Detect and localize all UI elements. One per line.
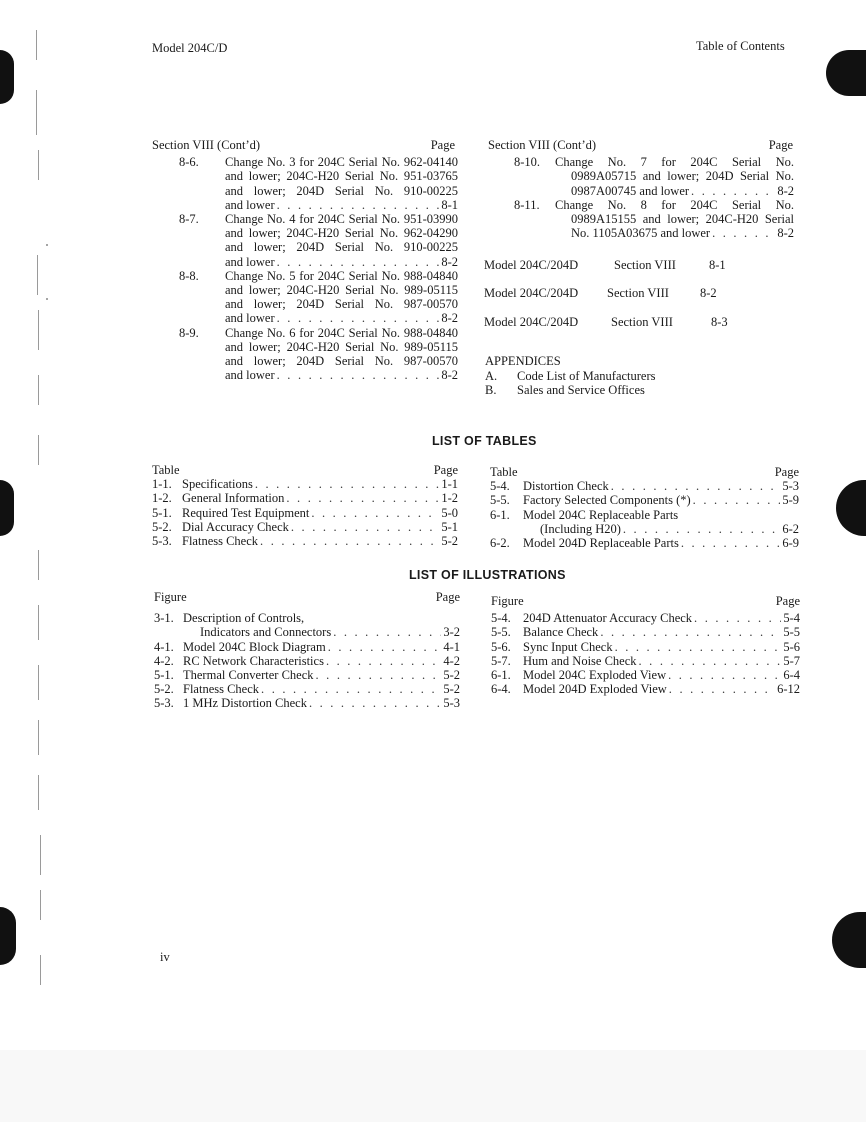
dot-leader (291, 520, 439, 534)
dot-leader (611, 479, 781, 493)
entry-line (491, 640, 800, 654)
entry-page: 8-1 (441, 197, 458, 212)
entry-line (152, 491, 458, 505)
model-row (484, 315, 728, 329)
punch-hole-left-middle (0, 480, 14, 536)
dot-leader (316, 668, 442, 682)
entry-text: Specifications (182, 477, 253, 492)
entry-number: 4-1. (154, 639, 174, 654)
dot-leader (681, 536, 780, 550)
punch-hole-left-bottom (0, 907, 16, 965)
appendix-letter: B. (485, 383, 497, 398)
toc-entry (152, 155, 458, 212)
entry-text: 1 MHz Distortion Check (183, 696, 307, 711)
binding-mark (38, 720, 39, 755)
list-entry (154, 668, 460, 682)
figure-column-label: Figure (491, 594, 524, 608)
entry-page: 5-3 (782, 479, 799, 494)
binding-mark (38, 310, 39, 350)
entry-number: 6-2. (490, 536, 510, 551)
entry-text: and lower (225, 368, 275, 383)
entry-page: 5-1 (441, 519, 458, 534)
entry-text: General Information (182, 491, 285, 506)
model-name: Model 204C/204D (484, 286, 579, 300)
list-entry (154, 682, 460, 696)
figure-column-label: Figure (154, 590, 187, 604)
entry-line (490, 493, 799, 507)
entry-line: and lower; 204D Serial No. 910-00225 (225, 183, 458, 198)
page-column-label: Page (768, 138, 793, 152)
list-of-tables-heading: LIST OF TABLES (432, 434, 537, 448)
illustrations-right-items (491, 611, 800, 696)
entry-number: 5-7. (491, 653, 511, 668)
dot-leader (255, 477, 440, 491)
list-entry (154, 611, 460, 639)
illustrations-left-items (154, 611, 460, 710)
tables-right-header (490, 465, 799, 479)
illustrations-left-column (154, 590, 460, 711)
header-table-of-contents: Table of Contents (696, 39, 785, 53)
page-column-label: Page (435, 590, 460, 604)
entry-line (154, 696, 460, 710)
list-entry (491, 668, 800, 682)
section-viii-right-items (488, 155, 794, 240)
entry-number: 5-1. (154, 668, 174, 683)
binding-mark (36, 30, 37, 60)
entry-text: Required Test Equipment (182, 505, 310, 520)
list-entry (152, 534, 458, 548)
entry-text: Description of Controls, (183, 611, 305, 626)
punch-hole-right-middle (836, 480, 866, 536)
entry-number: 5-3. (154, 696, 174, 711)
entry-page: 8-2 (441, 254, 458, 269)
entry-page: 5-2 (443, 682, 460, 697)
dot-leader (311, 506, 439, 520)
entry-number: 5-1. (152, 505, 172, 520)
entry-number: 8-6. (179, 155, 199, 170)
binding-mark (38, 375, 39, 405)
entry-line (491, 654, 800, 668)
entry-text: Model 204D Exploded View (523, 682, 667, 697)
entry-text: RC Network Characteristics (183, 653, 324, 668)
list-entry (490, 536, 799, 550)
entry-text: Flatness Check (182, 534, 259, 549)
entry-text: Model 204C Replaceable Parts (523, 507, 679, 522)
tables-left-column (152, 463, 458, 548)
entry-page: 8-2 (777, 226, 794, 241)
dot-leader (286, 491, 439, 505)
model-section: Section VIII (614, 258, 676, 272)
entry-line: Change No. 8 for 204C Serial No. (555, 197, 794, 212)
dot-leader (623, 522, 780, 536)
tables-left-header (152, 463, 458, 477)
appendix-text: Code List of Manufacturers (517, 369, 656, 384)
entry-text: Flatness Check (183, 682, 260, 697)
entry-number: 1-2. (152, 491, 172, 506)
tables-right-items (490, 479, 799, 550)
tables-right-column (490, 465, 799, 550)
entry-line (491, 668, 800, 682)
entry-last-line (225, 198, 458, 212)
model-page: 8-3 (711, 315, 728, 329)
entry-number: 1-1. (152, 477, 172, 492)
entry-line (154, 668, 460, 682)
entry-line: Change No. 6 for 204C Serial No. 988-04840 (225, 325, 458, 340)
entry-page: 5-7 (783, 653, 800, 668)
entry-page: 4-2 (443, 653, 460, 668)
section-viii-right (488, 138, 794, 240)
section-title: Section VIII (Cont’d) (488, 138, 597, 152)
list-entry (491, 640, 800, 654)
list-entry (152, 506, 458, 520)
entry-last-line (154, 625, 460, 639)
entry-page: 3-2 (443, 625, 460, 640)
entry-page: 1-1 (441, 477, 458, 492)
dot-leader (333, 625, 441, 639)
scan-speck (46, 244, 48, 246)
entry-page: 4-1 (443, 639, 460, 654)
page-column-label: Page (433, 463, 458, 477)
dot-leader (277, 311, 440, 325)
entry-last-line (490, 522, 799, 536)
entry-text: Indicators and Connectors (200, 625, 332, 640)
entry-line (490, 536, 799, 550)
appendix-text: Sales and Service Offices (517, 383, 645, 398)
dot-leader (260, 534, 439, 548)
entry-number: 5-6. (491, 639, 511, 654)
dot-leader (615, 640, 782, 654)
dot-leader (669, 682, 775, 696)
entry-text: 0987A00745 and lower (571, 183, 690, 198)
dot-leader (277, 198, 440, 212)
entry-number: 6-4. (491, 682, 511, 697)
illustrations-left-header (154, 590, 460, 604)
section-title: Section VIII (Cont’d) (152, 138, 261, 152)
entry-text: Balance Check (523, 625, 599, 640)
entry-line (491, 625, 800, 639)
binding-mark (40, 890, 41, 920)
entry-line (491, 611, 800, 625)
illustrations-right-header (491, 594, 800, 608)
page-column-label: Page (774, 465, 799, 479)
entry-page: 5-2 (441, 534, 458, 549)
binding-mark (38, 775, 39, 810)
model-row (484, 258, 726, 272)
appendices (485, 354, 656, 398)
entry-page: 5-4 (783, 611, 800, 626)
entry-page: 6-9 (782, 536, 799, 551)
list-entry (154, 640, 460, 654)
entry-number: 3-1. (154, 611, 174, 626)
model-section: Section VIII (611, 315, 673, 329)
entry-page: 5-5 (783, 625, 800, 640)
section-viii-left (152, 138, 458, 382)
entry-number: 8-11. (514, 197, 540, 212)
entry-text: Thermal Converter Check (183, 668, 314, 683)
section-viii-right-header (488, 138, 794, 152)
binding-mark (38, 550, 39, 580)
section-viii-left-header (152, 138, 458, 152)
entry-last-line (225, 368, 458, 382)
entry-last-line (571, 184, 794, 198)
list-entry (491, 611, 800, 625)
entry-text: Model 204C Exploded View (523, 668, 667, 683)
table-column-label: Table (152, 463, 180, 477)
entry-text: (Including H20) (540, 521, 621, 536)
binding-mark (40, 835, 41, 875)
entry-page: 8-2 (777, 183, 794, 198)
dot-leader (712, 226, 775, 240)
entry-text: Factory Selected Components (*) (523, 493, 691, 508)
entry-text: and lower (225, 254, 275, 269)
binding-mark (36, 90, 37, 135)
entry-line: 0989A05715 and lower; 204D Serial No. (571, 169, 794, 184)
appendices-title: APPENDICES (485, 354, 561, 368)
entry-number: 5-2. (152, 519, 172, 534)
entry-page: 5-2 (443, 668, 460, 683)
entry-number: 5-5. (490, 493, 510, 508)
entry-page: 6-12 (777, 682, 800, 697)
entry-text: and lower (225, 311, 275, 326)
entry-number: 8-9. (179, 325, 199, 340)
model-page: 8-2 (700, 286, 717, 300)
binding-mark (38, 665, 39, 700)
dot-leader (693, 493, 781, 507)
dot-leader (694, 611, 781, 625)
punch-hole-right-bottom (832, 912, 866, 968)
entry-line (152, 477, 458, 491)
scan-speck (46, 298, 48, 300)
entry-line: Change No. 3 for 204C Serial No. 962-04140 (225, 155, 458, 170)
entry-text: Distortion Check (523, 479, 609, 494)
punch-hole-right-top (826, 50, 866, 96)
toc-entry (152, 212, 458, 269)
entry-number: 5-4. (491, 611, 511, 626)
section-viii-left-items (152, 155, 458, 382)
model-name: Model 204C/204D (484, 315, 579, 329)
entry-last-line (571, 226, 794, 240)
binding-mark (40, 955, 41, 985)
entry-line (490, 479, 799, 493)
entry-text: Model 204D Replaceable Parts (523, 536, 679, 551)
entry-first-line (154, 611, 460, 625)
toc-entry (152, 269, 458, 326)
appendix-item (485, 369, 656, 383)
list-of-illustrations-heading: LIST OF ILLUSTRATIONS (409, 568, 566, 582)
binding-mark (38, 435, 39, 465)
entry-line (154, 640, 460, 654)
entry-last-line (225, 255, 458, 269)
list-entry (491, 654, 800, 668)
entry-last-line (225, 311, 458, 325)
entry-page: 5-3 (443, 696, 460, 711)
entry-line: Change No. 5 for 204C Serial No. 988-04840 (225, 268, 458, 283)
entry-line: 0989A15155 and lower; 204C-H20 Serial (571, 212, 794, 227)
dot-leader (639, 654, 782, 668)
entry-line: and lower; 204D Serial No. 910-00225 (225, 240, 458, 255)
entry-number: 5-4. (490, 479, 510, 494)
model-name: Model 204C/204D (484, 258, 579, 272)
entry-line (154, 654, 460, 668)
entry-text: Sync Input Check (523, 639, 613, 654)
entry-number: 6-1. (491, 668, 511, 683)
entry-line (152, 506, 458, 520)
dot-leader (668, 668, 781, 682)
entry-number: 5-5. (491, 625, 511, 640)
toc-entry (488, 198, 794, 241)
dot-leader (326, 654, 441, 668)
list-entry (490, 508, 799, 536)
entry-text: Model 204C Block Diagram (183, 639, 326, 654)
entry-number: 6-1. (490, 507, 510, 522)
illustrations-right-column (491, 594, 800, 696)
entry-line: and lower; 204C-H20 Serial No. 962-04290 (225, 226, 458, 241)
entry-line: Change No. 7 for 204C Serial No. (555, 155, 794, 170)
punch-hole-left-top (0, 50, 14, 104)
entry-page: 6-4 (783, 668, 800, 683)
entry-line (154, 682, 460, 696)
dot-leader (328, 640, 442, 654)
appendix-letter: A. (485, 369, 498, 384)
list-entry (490, 493, 799, 507)
binding-mark (38, 150, 39, 180)
entry-page: 5-6 (783, 639, 800, 654)
list-entry (491, 682, 800, 696)
entry-number: 5-2. (154, 682, 174, 697)
entry-line (152, 534, 458, 548)
entry-line: and lower; 204C-H20 Serial No. 989-05115 (225, 339, 458, 354)
scan-bottom-shade (0, 1050, 866, 1122)
entry-text: No. 1105A03675 and lower (571, 226, 711, 241)
entry-page: 8-2 (441, 368, 458, 383)
list-entry (490, 479, 799, 493)
page-column-label: Page (430, 138, 455, 152)
entry-line: and lower; 204C-H20 Serial No. 989-05115 (225, 283, 458, 298)
list-entry (154, 696, 460, 710)
table-column-label: Table (490, 465, 518, 479)
binding-mark (37, 255, 38, 295)
entry-text: 204D Attenuator Accuracy Check (523, 611, 693, 626)
entry-line (152, 520, 458, 534)
model-row (484, 286, 717, 300)
list-entry (154, 654, 460, 668)
binding-mark (38, 605, 39, 640)
toc-entry (152, 326, 458, 383)
page-column-label: Page (775, 594, 800, 608)
entry-number: 8-7. (179, 212, 199, 227)
entry-line: and lower; 204D Serial No. 987-00570 (225, 354, 458, 369)
tables-left-items (152, 477, 458, 548)
entry-line (491, 682, 800, 696)
entry-number: 5-3. (152, 534, 172, 549)
toc-entry (488, 155, 794, 198)
entry-number: 8-10. (514, 155, 541, 170)
header-model: Model 204C/D (152, 41, 228, 55)
dot-leader (261, 682, 441, 696)
list-entry (152, 491, 458, 505)
entry-text: and lower (225, 197, 275, 212)
entry-page: 8-2 (441, 311, 458, 326)
dot-leader (277, 255, 440, 269)
entry-page: 5-9 (782, 493, 799, 508)
page-number: iv (160, 950, 170, 964)
list-entry (152, 477, 458, 491)
entry-first-line (490, 508, 799, 522)
model-page: 8-1 (709, 258, 726, 272)
entry-page: 1-2 (441, 491, 458, 506)
entry-page: 6-2 (782, 521, 799, 536)
list-entry (152, 520, 458, 534)
dot-leader (691, 184, 775, 198)
entry-line: and lower; 204C-H20 Serial No. 951-03765 (225, 169, 458, 184)
list-entry (491, 625, 800, 639)
appendix-item (485, 383, 656, 397)
entry-page: 5-0 (441, 505, 458, 520)
dot-leader (600, 625, 781, 639)
entry-line: and lower; 204D Serial No. 987-00570 (225, 297, 458, 312)
model-section: Section VIII (607, 286, 669, 300)
dot-leader (277, 368, 440, 382)
entry-number: 4-2. (154, 653, 174, 668)
entry-line: Change No. 4 for 204C Serial No. 951-03990 (225, 212, 458, 227)
entry-text: Hum and Noise Check (523, 653, 637, 668)
entry-text: Dial Accuracy Check (182, 519, 289, 534)
entry-number: 8-8. (179, 268, 199, 283)
dot-leader (309, 696, 441, 710)
